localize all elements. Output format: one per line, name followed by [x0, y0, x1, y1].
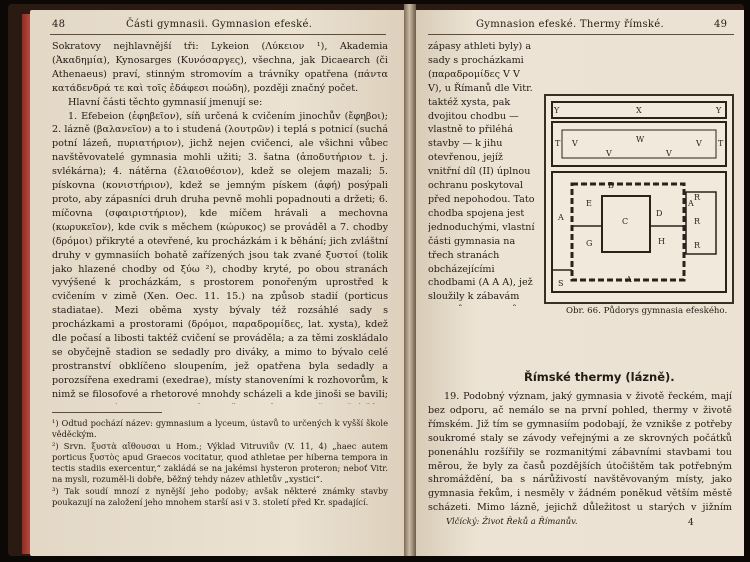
- figure-label: A: [626, 275, 632, 284]
- left-running-head: Části gymnasii. Gymnasion efeské.: [126, 19, 313, 30]
- paragraph: 19. Podobný význam, jaký gymnasia v životě řeckém, mají bez odporu, ač nemálo se na první pohled, thermy v životě římském. Již tím se gymnasiím podobají, že vznikše z potřeby soukromé staly se závody veřejnými a ze skrovných počátků ponenáhlu rozšířily se rozmanitými zábavními stavbami tou měrou, že byly za časů pozdějších útočištěm tak potřebným shromáždění, ba s nárůživostí navštěvovaným místy, jako gymnasia řekům, i nesměly v žádném poněkud větším městě scházeti. Mimo lázně, jejichž důležitost u starých v jižním: [428, 391, 732, 514]
- figure-label: E: [586, 199, 592, 208]
- header-rule: [50, 34, 386, 35]
- figure-label: V: [696, 139, 702, 148]
- figure-label: W: [636, 135, 645, 144]
- paragraph: Hlavní části těchto gymnasií jmenují se:: [68, 96, 263, 108]
- figure-label: Y: [716, 106, 722, 115]
- left-page: [30, 10, 404, 556]
- figure-label: R: [694, 217, 701, 226]
- footnote: ¹) Odtud pochází název: gymnasium a lyceum, ústavů to určených k vyšší škole věděckým.: [52, 418, 388, 439]
- figure-label: A: [688, 199, 694, 208]
- paragraph: 1. Efebeion (ἐφηβεῖον), síň určená k cvičením jinochův (ἔφηβοι); 2. lázně (βαλανεῖον) a to i studená (λουτρῶν) i teplá s potnicí (suchá potní lázeň, πυριατήριον), jichž nejen cvičenci, ale všichni vůbec navštěvovatelé gymnasia mohli užiti; 3. šatna (ἀποδυτήριον t. j. svlékárna); 4. nátěrna (ἐλαιοθέσιον), kdež se olejem mazali; 5. pískovna (κονιστήριον), kdež se jemným pískem (ἁφή) posýpali proto, aby zápasníci druh druha pevně mohli popadnouti a držeti; 6. míčovna (σφαιριστήριον), kde míčem hrávali a mechovna (κωρυκεῖον), kde cvik s měchem (κώρυκος) se prováděl a 7. chodby (δρόμοι) přikryté a otevřené, ku procházkám i k běhání; jich zvláštní druhy v gymnasiích bohatě zařízených jsou tak zvané ξυστοί (tolik jako hlazené chodby od ξύω ²), chodby kryté, po obou stranách vyvýšené k procházkám, s prostorem ponořeným uprostřed k cvičením v zimě (Xen. Oec. 11. 15.) na způsob stadií (porticus stadiatae). Mezi oběma xysty bývaly též rozsáhlé sady s procházkami a prostorami (δρόμοι, παραδρομίδες, lat. xysta), kdež dle počasí a libosti taktéž cvičení se prováděla; a za těmi zoskládalo se obyčejně stadion se sedadly pro diváky, a mimo to bývalo celé prostranství obklíčeno sloupením, jež opatřena byla sedadly a porozsířena exedrami (exedrae), místy stanoveními k rozhovorům, k nimž se filosofové a rhetorové mnohdy scházeli a kde jinoši se bavili;: [52, 110, 388, 400]
- figure-label: Y: [554, 106, 560, 115]
- right-page: [416, 10, 744, 556]
- figure-label: G: [586, 239, 593, 248]
- right-running-head: Gymnasion efeské. Thermy římské.: [476, 19, 664, 30]
- floor-plan-figure: [544, 94, 734, 304]
- figure-label: T: [555, 139, 561, 148]
- figure-label: V: [572, 139, 578, 148]
- figure-label: V: [606, 149, 612, 158]
- footnote: ³) Tak soudí mnozí z nynější jeho podoby; avšak některé známky stavby poukazují na založení jeho mnohem starší asi v 3. století před Kr. spadající.: [52, 486, 388, 507]
- gymnasium-floor-plan: [546, 96, 732, 302]
- figure-label: V: [666, 149, 672, 158]
- section-body-text: [428, 390, 732, 514]
- right-page-number: 49: [714, 19, 728, 30]
- footnote: ²) Srvn. ξυστὰ αἴθουσαι u Hom.; Výklad Vitruviův (V. 11, 4) „haec autem porticus ξυστὸς apud Graecos vocitatur, quod athletae per hiberna tempora in tectis stadiis exercentur,“ zakládá se na jakémsi hysteron proteron; neboť Vitr. na mysli, rozuměl-li dobře, běžný tehdy název athletův „xystici“.: [52, 441, 388, 484]
- left-page-number: 48: [52, 19, 66, 30]
- open-book: [8, 4, 744, 556]
- paragraph: zápasy athleti byly) a sady s procházkami (παραδρομίδες V V V), u Římanů dle Vitr. taktéž xysta, pak dvojitou chodbu — vlastně to přiléhá stavby — k jihu otevřenou, jejíž vnitřní díl (II) úplnou ochranu poskytoval před nepohodou. Tato chodba spojena jest jednoduchými, vlastní části gymnasia na třech stranách obcházejícími chodbami (A A A), jež sloužily k zábavám: [428, 41, 535, 303]
- header-rule: [428, 34, 734, 35]
- figure-label: D: [656, 209, 663, 218]
- red-page-edge: [22, 14, 30, 554]
- figure-caption: Obr. 66. Půdorys gymnasia efeského.: [566, 306, 728, 316]
- left-body-text: [52, 40, 388, 404]
- book-spine: [404, 4, 416, 556]
- figure-label: C: [622, 217, 629, 226]
- figure-label: H: [658, 237, 665, 246]
- figure-label: R: [694, 241, 701, 250]
- right-body-wrap-text: [428, 40, 536, 306]
- figure-label: R: [694, 193, 701, 202]
- sheet-number: 4: [688, 518, 694, 528]
- figure-label: S: [558, 279, 564, 288]
- footnotes: [52, 418, 388, 542]
- figure-label: A: [558, 213, 564, 222]
- paragraph: Sokratovy nejhlavnější tři: Lykeion (Λύκειον ¹), Akademia (Ἀκαδημία), Kynosarges (Κυνόσαργες), všechna, jak Dicaearch (či Athenaeus) praví, stinným stromovím a trávníky opatřena (πάντα κατάδενδρά τε καὶ τοῖς ἐδάφεσι ποώδη), později značný počet.: [52, 41, 388, 94]
- section-heading: Římské thermy (lázně).: [524, 370, 675, 384]
- figure-label: B: [608, 181, 614, 190]
- signature-line: Vlčícký: Život Řeků a Římanův.: [446, 516, 578, 526]
- figure-label: X: [636, 106, 642, 115]
- footnote-rule: [52, 412, 162, 413]
- figure-label: T: [718, 139, 724, 148]
